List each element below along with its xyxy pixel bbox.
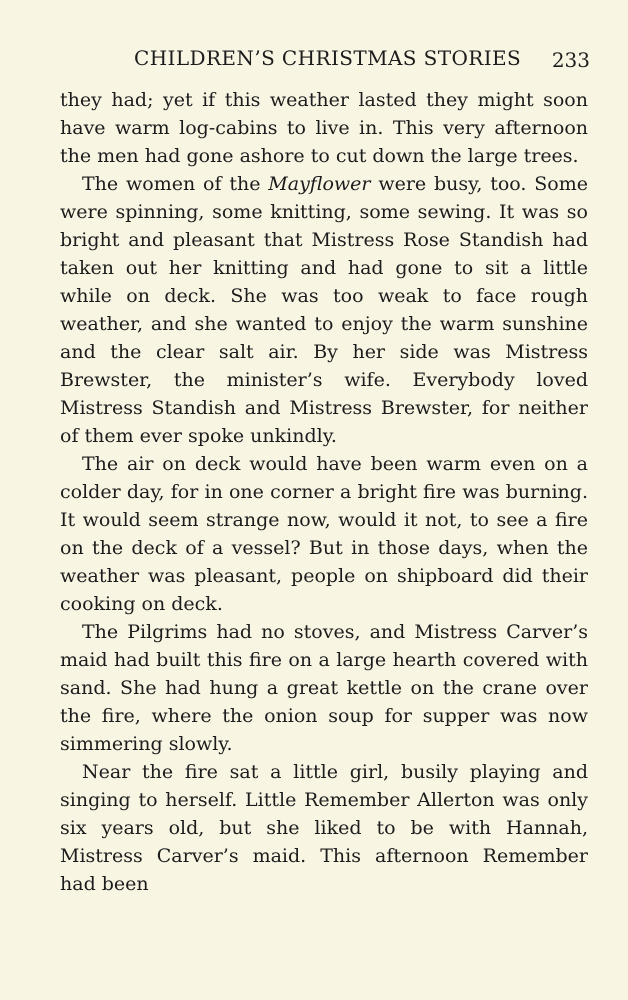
ship-name: Mayflower [268,173,371,195]
paragraph: The air on deck would have been warm even on a colder day, for in one corner a bright fire was burning. It would seem strange now, would it not, to see a fire on the deck of a vessel? But in those days, when the weather was pleasant, people on shipboard did their cooking on deck. [60,453,588,615]
paragraph: they had; yet if this weather lasted they might soon have warm log-cabins to live in. This very afternoon the men had gone ashore to cut down the large trees. [60,89,588,167]
running-title: CHILDREN’S CHRISTMAS STORIES [134,46,522,70]
paragraph [60,170,588,450]
paragraph: The Pilgrims had no stoves, and Mistress Carver’s maid had built this fire on a large hearth covered with sand. She had hung a great kettle on the crane over the fire, where the onion soup for supper was now simmering slowly. [60,621,588,755]
paragraph-text: were busy, too. Some were spinning, some knitting, some sewing. It was so bright and pleasant that Mistress Rose Standish had taken out her knitting and had gone to sit a little while on deck. She was too weak to face rough weather, and she wanted to enjoy the warm sunshine and the clear salt air. By her side was Mistress Brewster, the minister’s wife. Everybody loved Mistress Standish and Mistress Brewster, for neither of them ever spoke unkindly. [60,173,588,447]
paragraph-text: The women of the [82,173,269,195]
paragraph: Near the fire sat a little girl, busily playing and singing to herself. Little Remember Allerton was only six years old, but she liked to be with Hannah, Mistress Carver’s maid. This afternoon Remember had been [60,761,588,895]
body-text [60,86,588,898]
page-header [60,46,590,76]
page-number: 233 [551,48,590,72]
